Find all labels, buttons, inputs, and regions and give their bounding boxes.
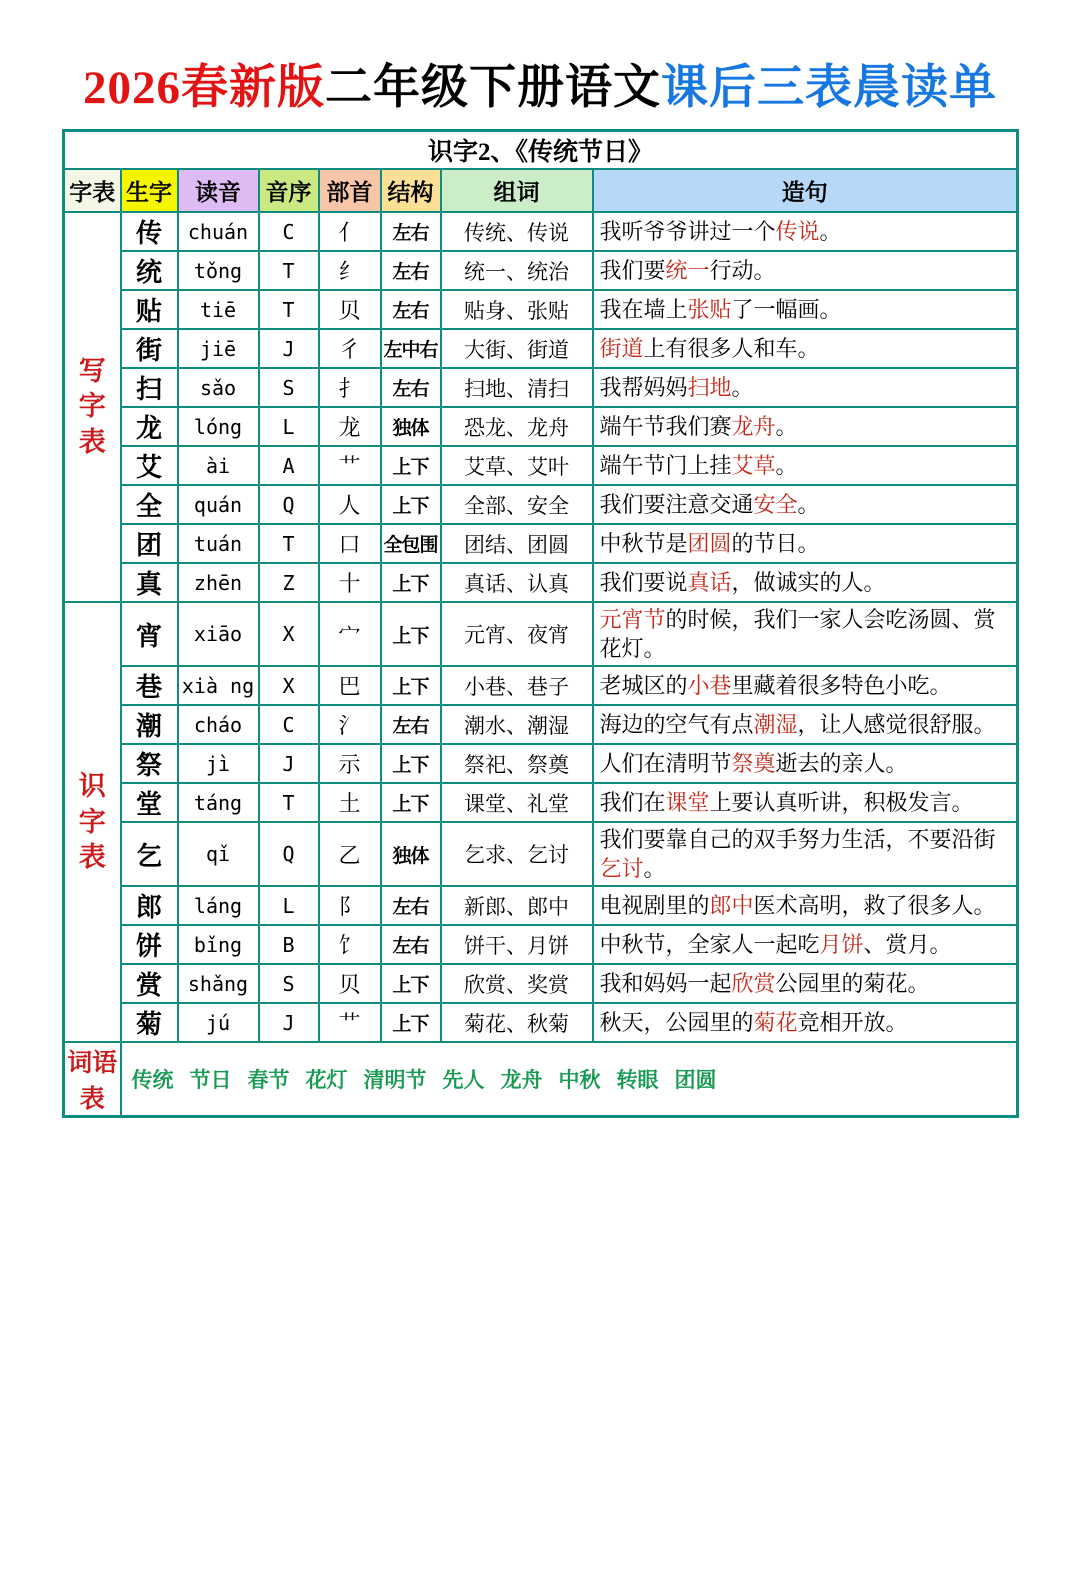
sentence-cell: 端午节门上挂艾草。 xyxy=(593,446,1018,485)
wordlist-row xyxy=(64,1042,1018,1117)
structure-cell: 左右 xyxy=(381,925,441,964)
page-title-grade: 二年级下册语文 xyxy=(325,62,661,114)
words-cell: 贴身、张贴 xyxy=(441,290,593,329)
words-cell: 全部、安全 xyxy=(441,485,593,524)
char-cell: 赏 xyxy=(121,964,178,1003)
column-header-读音: 读音 xyxy=(178,169,259,212)
sentence-cell: 我们要说真话，做诚实的人。 xyxy=(593,563,1018,602)
radical-cell: 人 xyxy=(319,485,381,524)
pinyin-cell: xià ng xyxy=(178,666,259,705)
radical-cell: 示 xyxy=(319,744,381,783)
group-label: 识 字 表 xyxy=(64,602,121,1042)
radical-cell: 彳 xyxy=(319,329,381,368)
column-header-生字: 生字 xyxy=(121,169,178,212)
initial-cell: J xyxy=(259,1003,319,1042)
initial-cell: X xyxy=(259,602,319,666)
sentence-highlight: 潮湿 xyxy=(753,712,798,738)
sentence-highlight: 月饼 xyxy=(819,932,864,958)
pinyin-cell: ài xyxy=(178,446,259,485)
wordlist-word: 春节 xyxy=(247,1068,290,1093)
initial-cell: X xyxy=(259,666,319,705)
initial-cell: L xyxy=(259,407,319,446)
sentence-highlight: 课堂 xyxy=(665,790,710,816)
column-header-结构: 结构 xyxy=(381,169,441,212)
structure-cell: 上下 xyxy=(381,1003,441,1042)
sentence-highlight: 扫地 xyxy=(687,374,732,400)
words-cell: 元宵、夜宵 xyxy=(441,602,593,666)
column-header-音序: 音序 xyxy=(259,169,319,212)
sentence-cell: 元宵节的时候，我们一家人会吃汤圆、赏花灯。 xyxy=(593,602,1018,666)
words-cell: 恐龙、龙舟 xyxy=(441,407,593,446)
structure-cell: 左右 xyxy=(381,212,441,251)
initial-cell: L xyxy=(259,886,319,925)
pinyin-cell: xiāo xyxy=(178,602,259,666)
initial-cell: Q xyxy=(259,822,319,886)
char-row xyxy=(64,666,1018,705)
column-header-部首: 部首 xyxy=(319,169,381,212)
sentence-cell: 我们要统一行动。 xyxy=(593,251,1018,290)
char-row xyxy=(64,563,1018,602)
wordlist-word: 传统 xyxy=(131,1068,174,1093)
structure-cell: 左右 xyxy=(381,886,441,925)
words-cell: 大街、街道 xyxy=(441,329,593,368)
wordlist-label: 词语表 xyxy=(64,1042,121,1117)
char-cell: 团 xyxy=(121,524,178,563)
wordlist-word: 团圆 xyxy=(674,1068,717,1093)
wordlist-words xyxy=(121,1042,1018,1117)
pinyin-cell: shǎng xyxy=(178,964,259,1003)
structure-cell: 上下 xyxy=(381,563,441,602)
radical-cell: 纟 xyxy=(319,251,381,290)
words-cell: 课堂、礼堂 xyxy=(441,783,593,822)
sentence-cell: 海边的空气有点潮湿，让人感觉很舒服。 xyxy=(593,705,1018,744)
char-row xyxy=(64,886,1018,925)
radical-cell: 土 xyxy=(319,783,381,822)
sentence-highlight: 欣赏 xyxy=(731,971,776,997)
column-header-造句: 造句 xyxy=(593,169,1018,212)
sentence-cell: 我帮妈妈扫地。 xyxy=(593,368,1018,407)
column-header-组词: 组词 xyxy=(441,169,593,212)
radical-cell: 贝 xyxy=(319,964,381,1003)
words-cell: 新郎、郎中 xyxy=(441,886,593,925)
sentence-cell: 我在墙上张贴了一幅画。 xyxy=(593,290,1018,329)
radical-cell: 乙 xyxy=(319,822,381,886)
wordlist-word: 花灯 xyxy=(305,1068,348,1093)
subtitle-row xyxy=(64,131,1018,170)
sentence-highlight: 统一 xyxy=(665,257,710,283)
radical-cell: 十 xyxy=(319,563,381,602)
initial-cell: Q xyxy=(259,485,319,524)
char-cell: 扫 xyxy=(121,368,178,407)
char-cell: 街 xyxy=(121,329,178,368)
radical-cell: 贝 xyxy=(319,290,381,329)
radical-cell: 艹 xyxy=(319,1003,381,1042)
wordlist-word: 清明节 xyxy=(363,1068,427,1093)
char-row xyxy=(64,783,1018,822)
structure-cell: 独体 xyxy=(381,822,441,886)
sentence-cell: 我们要靠自己的双手努力生活，不要沿街乞讨。 xyxy=(593,822,1018,886)
words-cell: 欣赏、奖赏 xyxy=(441,964,593,1003)
header-row xyxy=(64,169,1018,212)
radical-cell: 氵 xyxy=(319,705,381,744)
structure-cell: 左右 xyxy=(381,368,441,407)
sentence-highlight: 传说 xyxy=(775,218,820,244)
structure-cell: 上下 xyxy=(381,744,441,783)
char-row xyxy=(64,290,1018,329)
char-row xyxy=(64,329,1018,368)
words-cell: 扫地、清扫 xyxy=(441,368,593,407)
page-title-edition: 2026春新版 xyxy=(83,62,325,114)
pinyin-cell: láng xyxy=(178,886,259,925)
sentence-highlight: 街道 xyxy=(599,335,644,361)
pinyin-cell: cháo xyxy=(178,705,259,744)
pinyin-cell: jì xyxy=(178,744,259,783)
pinyin-cell: quán xyxy=(178,485,259,524)
char-cell: 郎 xyxy=(121,886,178,925)
page-title-subject: 课后三表晨读单 xyxy=(661,62,997,114)
radical-cell: 口 xyxy=(319,524,381,563)
char-row xyxy=(64,446,1018,485)
radical-cell: 宀 xyxy=(319,602,381,666)
char-row xyxy=(64,1003,1018,1042)
structure-cell: 上下 xyxy=(381,485,441,524)
sentence-highlight: 艾草 xyxy=(731,452,776,478)
sentence-cell: 端午节我们赛龙舟。 xyxy=(593,407,1018,446)
pinyin-cell: jiē xyxy=(178,329,259,368)
pinyin-cell: chuán xyxy=(178,212,259,251)
words-cell: 艾草、艾叶 xyxy=(441,446,593,485)
radical-cell: 扌 xyxy=(319,368,381,407)
sentence-highlight: 祭奠 xyxy=(731,751,776,777)
initial-cell: C xyxy=(259,705,319,744)
char-cell: 统 xyxy=(121,251,178,290)
wordlist-word: 先人 xyxy=(442,1068,485,1093)
sentence-highlight: 团圆 xyxy=(687,530,732,556)
radical-cell: 阝 xyxy=(319,886,381,925)
char-row xyxy=(64,822,1018,886)
initial-cell: C xyxy=(259,212,319,251)
column-header-字表: 字表 xyxy=(64,169,121,212)
char-cell: 传 xyxy=(121,212,178,251)
char-row xyxy=(64,744,1018,783)
sentence-highlight: 元宵节 xyxy=(599,607,666,632)
structure-cell: 上下 xyxy=(381,666,441,705)
initial-cell: S xyxy=(259,964,319,1003)
initial-cell: B xyxy=(259,925,319,964)
char-row xyxy=(64,925,1018,964)
pinyin-cell: tǒng xyxy=(178,251,259,290)
structure-cell: 上下 xyxy=(381,964,441,1003)
sentence-highlight: 郎中 xyxy=(709,893,754,919)
sentence-cell: 秋天，公园里的菊花竞相开放。 xyxy=(593,1003,1018,1042)
pinyin-cell: qǐ xyxy=(178,822,259,886)
sentence-highlight: 真话 xyxy=(687,569,732,595)
char-row xyxy=(64,251,1018,290)
char-cell: 乞 xyxy=(121,822,178,886)
group-label: 写 字 表 xyxy=(64,212,121,602)
radical-cell: 巴 xyxy=(319,666,381,705)
radical-cell: 亻 xyxy=(319,212,381,251)
words-cell: 统一、统治 xyxy=(441,251,593,290)
char-cell: 菊 xyxy=(121,1003,178,1042)
char-cell: 宵 xyxy=(121,602,178,666)
wordlist-word: 节日 xyxy=(189,1068,232,1093)
char-cell: 贴 xyxy=(121,290,178,329)
structure-cell: 左右 xyxy=(381,290,441,329)
char-cell: 龙 xyxy=(121,407,178,446)
structure-cell: 独体 xyxy=(381,407,441,446)
pinyin-cell: tiē xyxy=(178,290,259,329)
char-cell: 潮 xyxy=(121,705,178,744)
structure-cell: 上下 xyxy=(381,602,441,666)
pinyin-cell: tuán xyxy=(178,524,259,563)
sentence-highlight: 安全 xyxy=(753,491,798,517)
wordlist-word: 龙舟 xyxy=(500,1068,543,1093)
char-row xyxy=(64,212,1018,251)
sentence-cell: 街道上有很多人和车。 xyxy=(593,329,1018,368)
char-row xyxy=(64,485,1018,524)
pinyin-cell: jú xyxy=(178,1003,259,1042)
initial-cell: T xyxy=(259,783,319,822)
sentence-cell: 中秋节，全家人一起吃月饼、赏月。 xyxy=(593,925,1018,964)
char-cell: 全 xyxy=(121,485,178,524)
structure-cell: 左右 xyxy=(381,705,441,744)
initial-cell: S xyxy=(259,368,319,407)
pinyin-cell: lóng xyxy=(178,407,259,446)
sentence-cell: 我听爷爷讲过一个传说。 xyxy=(593,212,1018,251)
structure-cell: 上下 xyxy=(381,446,441,485)
char-row xyxy=(64,407,1018,446)
pinyin-cell: táng xyxy=(178,783,259,822)
sentence-cell: 人们在清明节祭奠逝去的亲人。 xyxy=(593,744,1018,783)
char-row xyxy=(64,368,1018,407)
radical-cell: 饣 xyxy=(319,925,381,964)
sentence-highlight: 菊花 xyxy=(753,1010,798,1036)
char-cell: 巷 xyxy=(121,666,178,705)
words-cell: 团结、团圆 xyxy=(441,524,593,563)
initial-cell: J xyxy=(259,744,319,783)
structure-cell: 左中右 xyxy=(381,329,441,368)
sentence-cell: 中秋节是团圆的节日。 xyxy=(593,524,1018,563)
words-cell: 小巷、巷子 xyxy=(441,666,593,705)
initial-cell: J xyxy=(259,329,319,368)
sentence-highlight: 张贴 xyxy=(687,296,732,322)
wordlist-word: 中秋 xyxy=(558,1068,601,1093)
char-cell: 真 xyxy=(121,563,178,602)
initial-cell: T xyxy=(259,290,319,329)
lesson-table xyxy=(62,129,1019,1118)
sentence-cell: 老城区的小巷里藏着很多特色小吃。 xyxy=(593,666,1018,705)
char-row xyxy=(64,602,1018,666)
char-row xyxy=(64,964,1018,1003)
sentence-highlight: 龙舟 xyxy=(731,413,776,439)
char-cell: 饼 xyxy=(121,925,178,964)
table-subtitle: 识字2、《传统节日》 xyxy=(64,131,1018,170)
char-row xyxy=(64,705,1018,744)
char-cell: 艾 xyxy=(121,446,178,485)
words-cell: 乞求、乞讨 xyxy=(441,822,593,886)
char-cell: 祭 xyxy=(121,744,178,783)
pinyin-cell: bǐng xyxy=(178,925,259,964)
words-cell: 饼干、月饼 xyxy=(441,925,593,964)
words-cell: 菊花、秋菊 xyxy=(441,1003,593,1042)
words-cell: 祭祀、祭奠 xyxy=(441,744,593,783)
page-title xyxy=(0,50,1080,117)
char-cell: 堂 xyxy=(121,783,178,822)
words-cell: 真话、认真 xyxy=(441,563,593,602)
char-row xyxy=(64,524,1018,563)
initial-cell: T xyxy=(259,524,319,563)
sentence-cell: 我们要注意交通安全。 xyxy=(593,485,1018,524)
words-cell: 潮水、潮湿 xyxy=(441,705,593,744)
structure-cell: 全包围 xyxy=(381,524,441,563)
sentence-highlight: 小巷 xyxy=(687,673,732,699)
sentence-cell: 我们在课堂上要认真听讲，积极发言。 xyxy=(593,783,1018,822)
initial-cell: A xyxy=(259,446,319,485)
pinyin-cell: zhēn xyxy=(178,563,259,602)
sentence-cell: 我和妈妈一起欣赏公园里的菊花。 xyxy=(593,964,1018,1003)
sentence-highlight: 乞讨 xyxy=(599,856,644,882)
structure-cell: 上下 xyxy=(381,783,441,822)
radical-cell: 艹 xyxy=(319,446,381,485)
pinyin-cell: sǎo xyxy=(178,368,259,407)
initial-cell: Z xyxy=(259,563,319,602)
wordlist-word: 转眼 xyxy=(616,1068,659,1093)
initial-cell: T xyxy=(259,251,319,290)
radical-cell: 龙 xyxy=(319,407,381,446)
structure-cell: 左右 xyxy=(381,251,441,290)
sentence-cell: 电视剧里的郎中医术高明，救了很多人。 xyxy=(593,886,1018,925)
words-cell: 传统、传说 xyxy=(441,212,593,251)
